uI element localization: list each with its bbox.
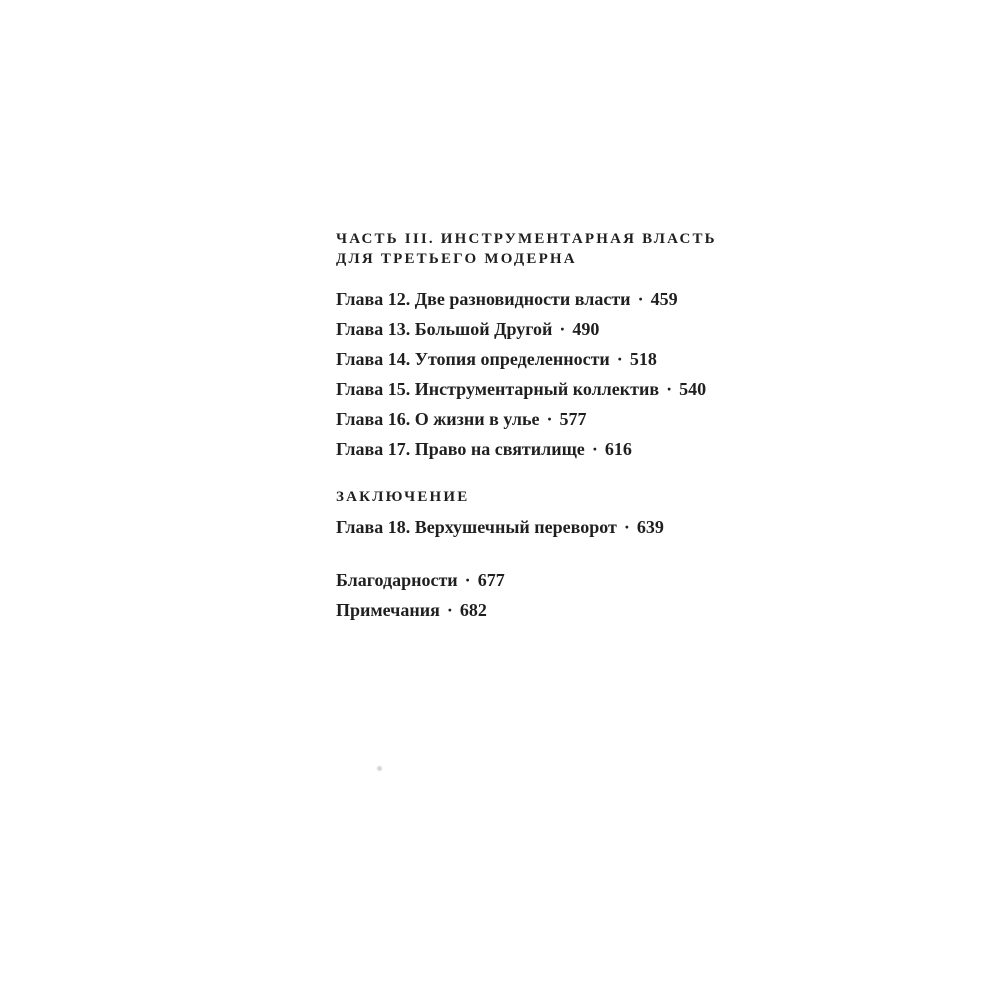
chapter-list (336, 290, 756, 459)
backmatter-list (336, 571, 756, 620)
part-heading-line2: ДЛЯ ТРЕТЬЕГО МОДЕРНА (336, 251, 577, 267)
conclusion-heading: ЗАКЛЮЧЕНИЕ (336, 489, 470, 505)
chapter-title: Глава 12. Две разновидности власти (336, 289, 631, 309)
chapter-page-number: 540 (679, 379, 707, 399)
chapter-page-number: 518 (629, 349, 657, 369)
backmatter-title: Примечания (336, 600, 440, 620)
separator-dot: · (623, 517, 630, 537)
part-heading-line1: ЧАСТЬ III. ИНСТРУМЕНТАРНАЯ ВЛАСТЬ (336, 231, 717, 247)
separator-dot: · (464, 570, 471, 590)
toc-entry (336, 410, 756, 429)
chapter-title: Глава 15. Инструментарный коллектив (336, 379, 660, 399)
backmatter-page-number: 682 (459, 600, 487, 620)
toc-entry (336, 440, 756, 459)
chapter-page-number: 459 (650, 289, 678, 309)
toc-entry (336, 518, 756, 537)
toc-entry (336, 601, 756, 620)
table-of-contents (336, 229, 756, 631)
separator-dot: · (616, 349, 623, 369)
separator-dot: · (637, 289, 644, 309)
toc-entry (336, 320, 756, 339)
chapter-title: Глава 13. Большой Другой (336, 319, 553, 339)
print-speck (377, 766, 382, 771)
separator-dot: · (446, 600, 453, 620)
toc-entry (336, 380, 756, 399)
chapter-title: Глава 14. Утопия определенности (336, 349, 610, 369)
toc-entry (336, 350, 756, 369)
chapter-page-number: 639 (636, 517, 664, 537)
chapter-title: Глава 18. Верхушечный переворот (336, 517, 617, 537)
separator-dot: · (591, 439, 598, 459)
separator-dot: · (559, 319, 566, 339)
separator-dot: · (666, 379, 673, 399)
backmatter-page-number: 677 (477, 570, 505, 590)
part-heading (336, 229, 756, 269)
chapter-title: Глава 16. О жизни в улье (336, 409, 540, 429)
chapter-page-number: 490 (572, 319, 600, 339)
separator-dot: · (546, 409, 553, 429)
backmatter-title: Благодарности (336, 570, 458, 590)
toc-entry (336, 290, 756, 309)
chapter-title: Глава 17. Право на святилище (336, 439, 585, 459)
chapter-page-number: 616 (604, 439, 632, 459)
chapter-page-number: 577 (559, 409, 587, 429)
toc-entry (336, 571, 756, 590)
